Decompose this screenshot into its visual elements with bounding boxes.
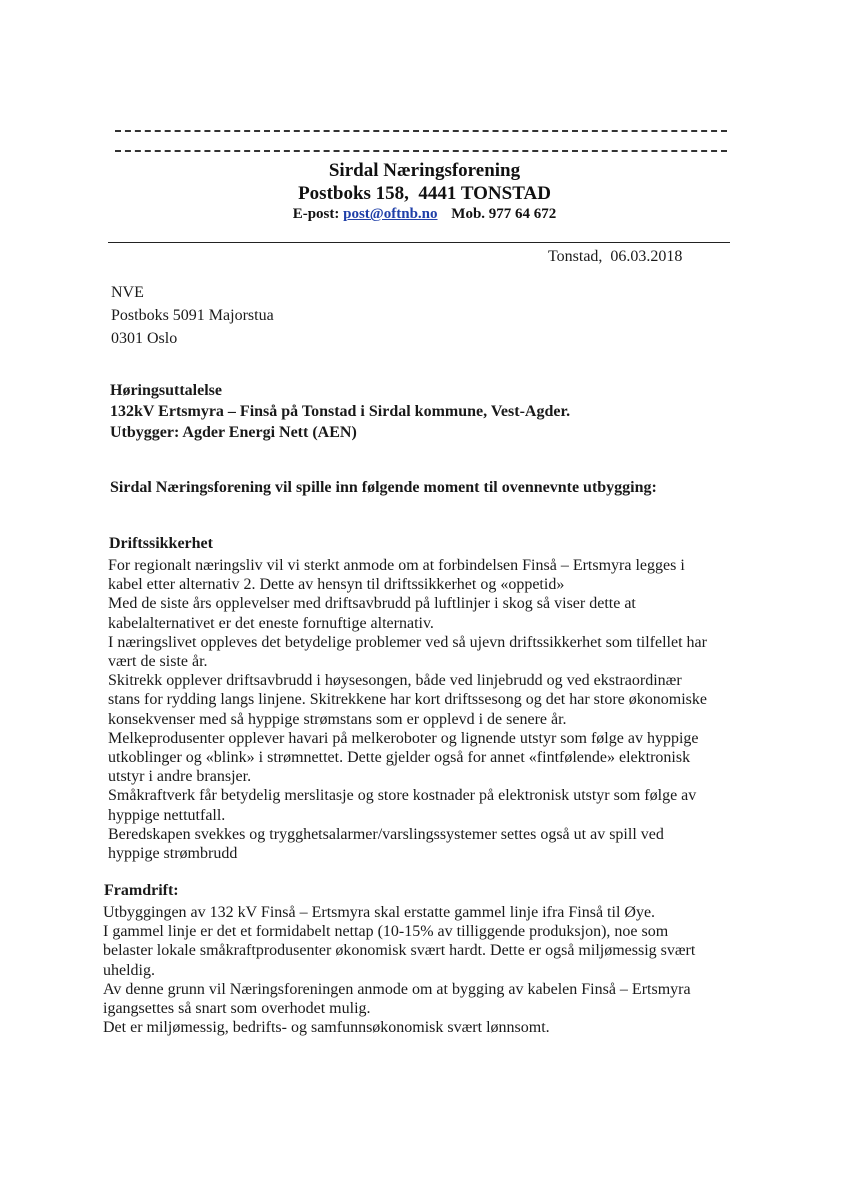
- paragraph-line: hyppige strømbrudd: [108, 845, 238, 863]
- recipient-street: Postboks 5091 Majorstua: [111, 307, 274, 324]
- email-label: E-post:: [292, 206, 340, 222]
- recipient-city: 0301 Oslo: [111, 330, 178, 347]
- section-title-driftssikkerhet: Driftssikkerhet: [109, 535, 213, 552]
- paragraph-line: I næringslivet oppleves det betydelige problemer ved så ujevn driftssikkerhet som tilfellet har: [108, 633, 707, 651]
- subject-project: 132kV Ertsmyra – Finså på Tonstad i Sirdal kommune, Vest-Agder.: [110, 403, 571, 420]
- subject-heading: Høringsuttalelse: [110, 382, 222, 399]
- section-body-driftssikkerhet: [108, 556, 707, 863]
- recipient-block: [111, 282, 274, 349]
- paragraph-line: I gammel linje er det et formidabelt nettap (10-15% av tilliggende produksjon), noe som: [103, 923, 669, 941]
- dashed-divider-top: [115, 130, 727, 132]
- contact-line: [0, 206, 849, 223]
- paragraph-line: stans for rydding langs linjene. Skitrekkene har kort driftssesong og det har store økonomiske: [108, 691, 707, 709]
- paragraph-line: Beredskapen svekkes og trygghetsalarmer/varslingssystemer settes også ut av spill ved: [108, 825, 664, 843]
- section-body-framdrift: [103, 903, 695, 1037]
- paragraph-line: Av denne grunn vil Næringsforeningen anmode om at bygging av kabelen Finså – Ertsmyra: [103, 980, 691, 998]
- phone-number: Mob. 977 64 672: [451, 206, 557, 222]
- paragraph-line: kabel etter alternativ 2. Dette av hensyn til driftssikkerhet og «oppetid»: [108, 576, 565, 594]
- subject-developer: Utbygger: Agder Energi Nett (AEN): [110, 424, 357, 441]
- dashed-divider-second: [115, 150, 727, 152]
- paragraph-line: uheldig.: [103, 961, 155, 979]
- letter-date: Tonstad, 06.03.2018: [548, 248, 683, 265]
- paragraph-line: utstyr i andre bransjer.: [108, 768, 252, 786]
- paragraph-line: Det er miljømessig, bedrifts- og samfunnsøkonomisk svært lønnsomt.: [103, 1019, 550, 1037]
- recipient-name: NVE: [111, 284, 144, 301]
- intro-statement: Sirdal Næringsforening vil spille inn følgende moment til ovennevnte utbygging:: [110, 479, 657, 496]
- paragraph-line: Melkeprodusenter opplever havari på melkeroboter og lignende utstyr som følge av hyppige: [108, 729, 699, 747]
- paragraph-line: Småkraftverk får betydelig merslitasje og store kostnader på elektronisk utstyr som følge av: [108, 787, 697, 805]
- paragraph-line: kabelalternativet er det eneste fornuftige alternativ.: [108, 614, 434, 632]
- postal-address: Postboks 158, 4441 TONSTAD: [298, 183, 551, 204]
- paragraph-line: utkoblinger og «blink» i strømnettet. Dette gjelder også for annet «fintfølende» elektronisk: [108, 749, 691, 767]
- paragraph-line: vært de siste år.: [108, 653, 208, 671]
- paragraph-line: belaster lokale småkraftprodusenter økonomisk svært hardt. Dette er også miljømessig svært: [103, 942, 696, 960]
- paragraph-line: konsekvenser med så hyppige strømstans som er opplevd i de senere år.: [108, 710, 567, 728]
- subject-block: [110, 380, 570, 443]
- paragraph-line: Med de siste års opplevelser med driftsavbrudd på luftlinjer i skog så viser dette at: [108, 595, 636, 613]
- header-rule: [108, 242, 730, 243]
- paragraph-line: Skitrekk opplever driftsavbrudd i høysesongen, både ved linjebrudd og ved ekstraordinær: [108, 672, 682, 690]
- paragraph-line: igangsettes så snart som overhodet mulig.: [103, 1000, 371, 1018]
- email-link[interactable]: post@oftnb.no: [343, 206, 438, 222]
- section-title-framdrift: Framdrift:: [104, 882, 179, 899]
- paragraph-line: For regionalt næringsliv vil vi sterkt anmode om at forbindelsen Finså – Ertsmyra legges i: [108, 557, 685, 574]
- paragraph-line: Utbyggingen av 132 kV Finså – Ertsmyra skal erstatte gammel linje ifra Finså til Øye.: [103, 904, 656, 921]
- org-name: Sirdal Næringsforening: [328, 160, 521, 181]
- paragraph-line: hyppige nettutfall.: [108, 806, 226, 824]
